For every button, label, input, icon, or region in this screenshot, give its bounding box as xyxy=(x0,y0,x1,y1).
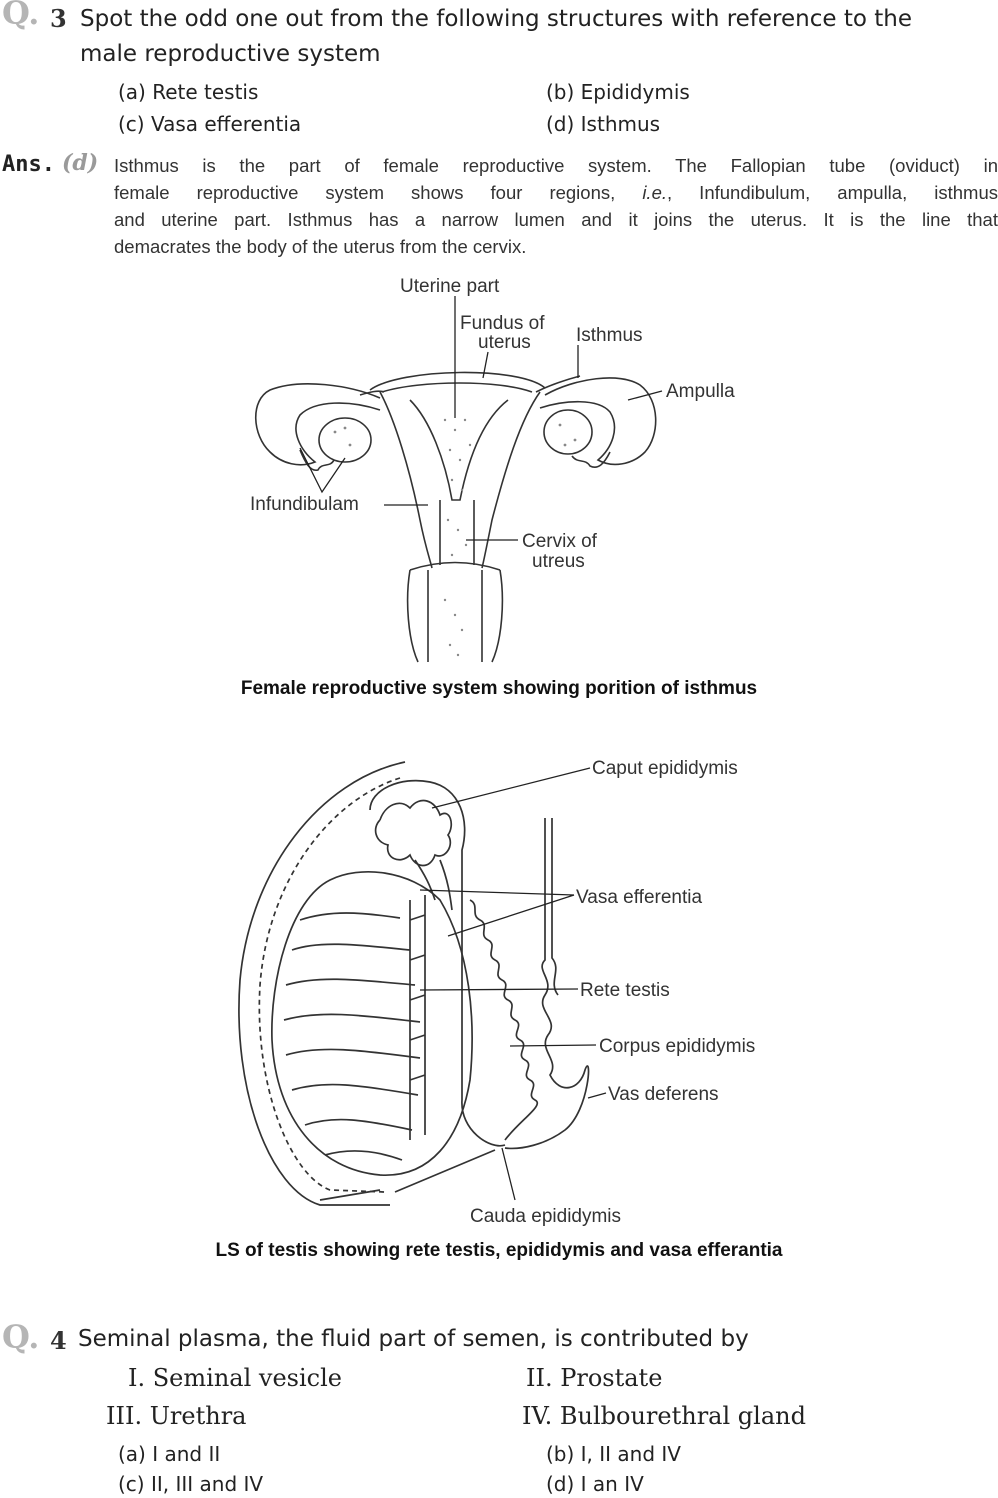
testis-body xyxy=(272,872,472,1175)
question-stem-q3-line1: Spot the odd one out from the following structures with reference to the xyxy=(80,6,912,32)
label-cervix-2: utreus xyxy=(532,551,585,572)
answer-line-2b: , Infundibulum, ampulla, isthmus xyxy=(667,182,998,203)
leader-cauda xyxy=(502,1148,515,1200)
label-caput: Caput epididymis xyxy=(592,758,738,779)
answer-letter: (d) xyxy=(62,150,99,176)
answer-label: Ans. xyxy=(2,152,55,177)
label-uterine-part: Uterine part xyxy=(400,276,500,297)
statement-iv: IV. Bulbourethral gland xyxy=(522,1402,806,1430)
label-rete: Rete testis xyxy=(580,980,670,1001)
label-ampulla: Ampulla xyxy=(666,381,735,402)
question-number-q4: 4 xyxy=(50,1326,67,1355)
left-ovary xyxy=(319,418,371,462)
question-mark-q4: Q. xyxy=(2,1318,40,1356)
label-isthmus: Isthmus xyxy=(576,325,643,346)
lobule-7 xyxy=(305,1120,412,1130)
female-reproductive-diagram xyxy=(0,270,998,670)
caput-inner xyxy=(376,801,452,866)
q4-option-a[interactable]: (a) I and II xyxy=(118,1442,221,1466)
corpus-wavy xyxy=(470,900,537,1140)
label-fundus-2: uterus xyxy=(478,332,531,353)
lobule-1 xyxy=(300,913,400,920)
fundus-inner xyxy=(382,383,532,392)
label-cervix-1: Cervix of xyxy=(522,531,597,552)
label-vasa: Vasa efferentia xyxy=(576,887,703,908)
rete-network xyxy=(410,895,425,1140)
answer-line-2 xyxy=(114,179,998,206)
question-stem-q4: Seminal plasma, the fluid part of semen, is contributed by xyxy=(78,1326,749,1352)
bottom-duct xyxy=(320,1150,495,1200)
right-ovary xyxy=(544,410,592,454)
vas-deferens-2 xyxy=(552,818,558,995)
leader-fundus xyxy=(483,352,488,378)
lobule-2 xyxy=(292,944,410,950)
cervix xyxy=(440,500,474,565)
label-fundus-1: Fundus of xyxy=(460,313,545,334)
leader-vas-def xyxy=(588,1093,606,1098)
answer-explanation xyxy=(114,152,998,260)
q4-option-c[interactable]: (c) II, III and IV xyxy=(118,1472,264,1496)
answer-line-2a: female reproductive system shows four regions, xyxy=(114,182,616,203)
q4-option-b[interactable]: (b) I, II and IV xyxy=(546,1442,681,1466)
statement-ii: II. Prostate xyxy=(526,1364,663,1392)
lobule-4 xyxy=(284,1014,420,1022)
question-mark-q3: Q. xyxy=(2,0,40,32)
answer-line-1: Isthmus is the part of female reproductive system. The Fallopian tube (oviduct) in xyxy=(114,155,998,176)
label-vas-def: Vas deferens xyxy=(608,1084,719,1105)
answer-line-4: demacrates the body of the uterus from the cervix. xyxy=(114,236,527,257)
vas-deferens xyxy=(505,818,588,1148)
option-c[interactable]: (c) Vasa efferentia xyxy=(118,112,302,136)
answer-ie: i.e. xyxy=(642,182,667,203)
tunica-outer xyxy=(239,762,405,1205)
answer-line-3: and uterine part. Isthmus has a narrow lumen and it joins the uterus. It is the line that xyxy=(114,209,998,230)
testis-diagram xyxy=(0,740,998,1240)
uterine-cavity xyxy=(410,400,508,500)
label-infundibulam: Infundibulam xyxy=(250,494,359,515)
vagina-top xyxy=(410,563,500,571)
question-number-q3: 3 xyxy=(50,4,67,33)
option-b[interactable]: (b) Epididymis xyxy=(546,80,690,104)
label-cauda: Cauda epididymis xyxy=(470,1206,622,1227)
question-stem-q3-line2: male reproductive system xyxy=(80,41,381,67)
lobule-6 xyxy=(292,1085,418,1095)
leader-caput xyxy=(432,768,590,808)
figure2-caption: LS of testis showing rete testis, epididymis and vasa efferantia xyxy=(215,1240,783,1261)
leader-vasa-1 xyxy=(420,890,574,895)
statement-iii: III. Urethra xyxy=(106,1402,247,1430)
q4-option-d[interactable]: (d) I an IV xyxy=(546,1472,644,1496)
leader-ampulla xyxy=(628,391,662,400)
lobule-8 xyxy=(325,1151,402,1160)
lobule-3 xyxy=(286,979,415,985)
label-corpus: Corpus epididymis xyxy=(599,1036,756,1057)
statement-i: I. Seminal vesicle xyxy=(128,1364,342,1392)
leader-vasa-2 xyxy=(448,895,574,936)
option-d[interactable]: (d) Isthmus xyxy=(546,112,661,136)
lobule-5 xyxy=(286,1049,420,1058)
left-ampulla-shape xyxy=(256,384,380,465)
figure1-caption: Female reproductive system showing porition of isthmus xyxy=(240,678,758,699)
option-a[interactable]: (a) Rete testis xyxy=(118,80,259,104)
